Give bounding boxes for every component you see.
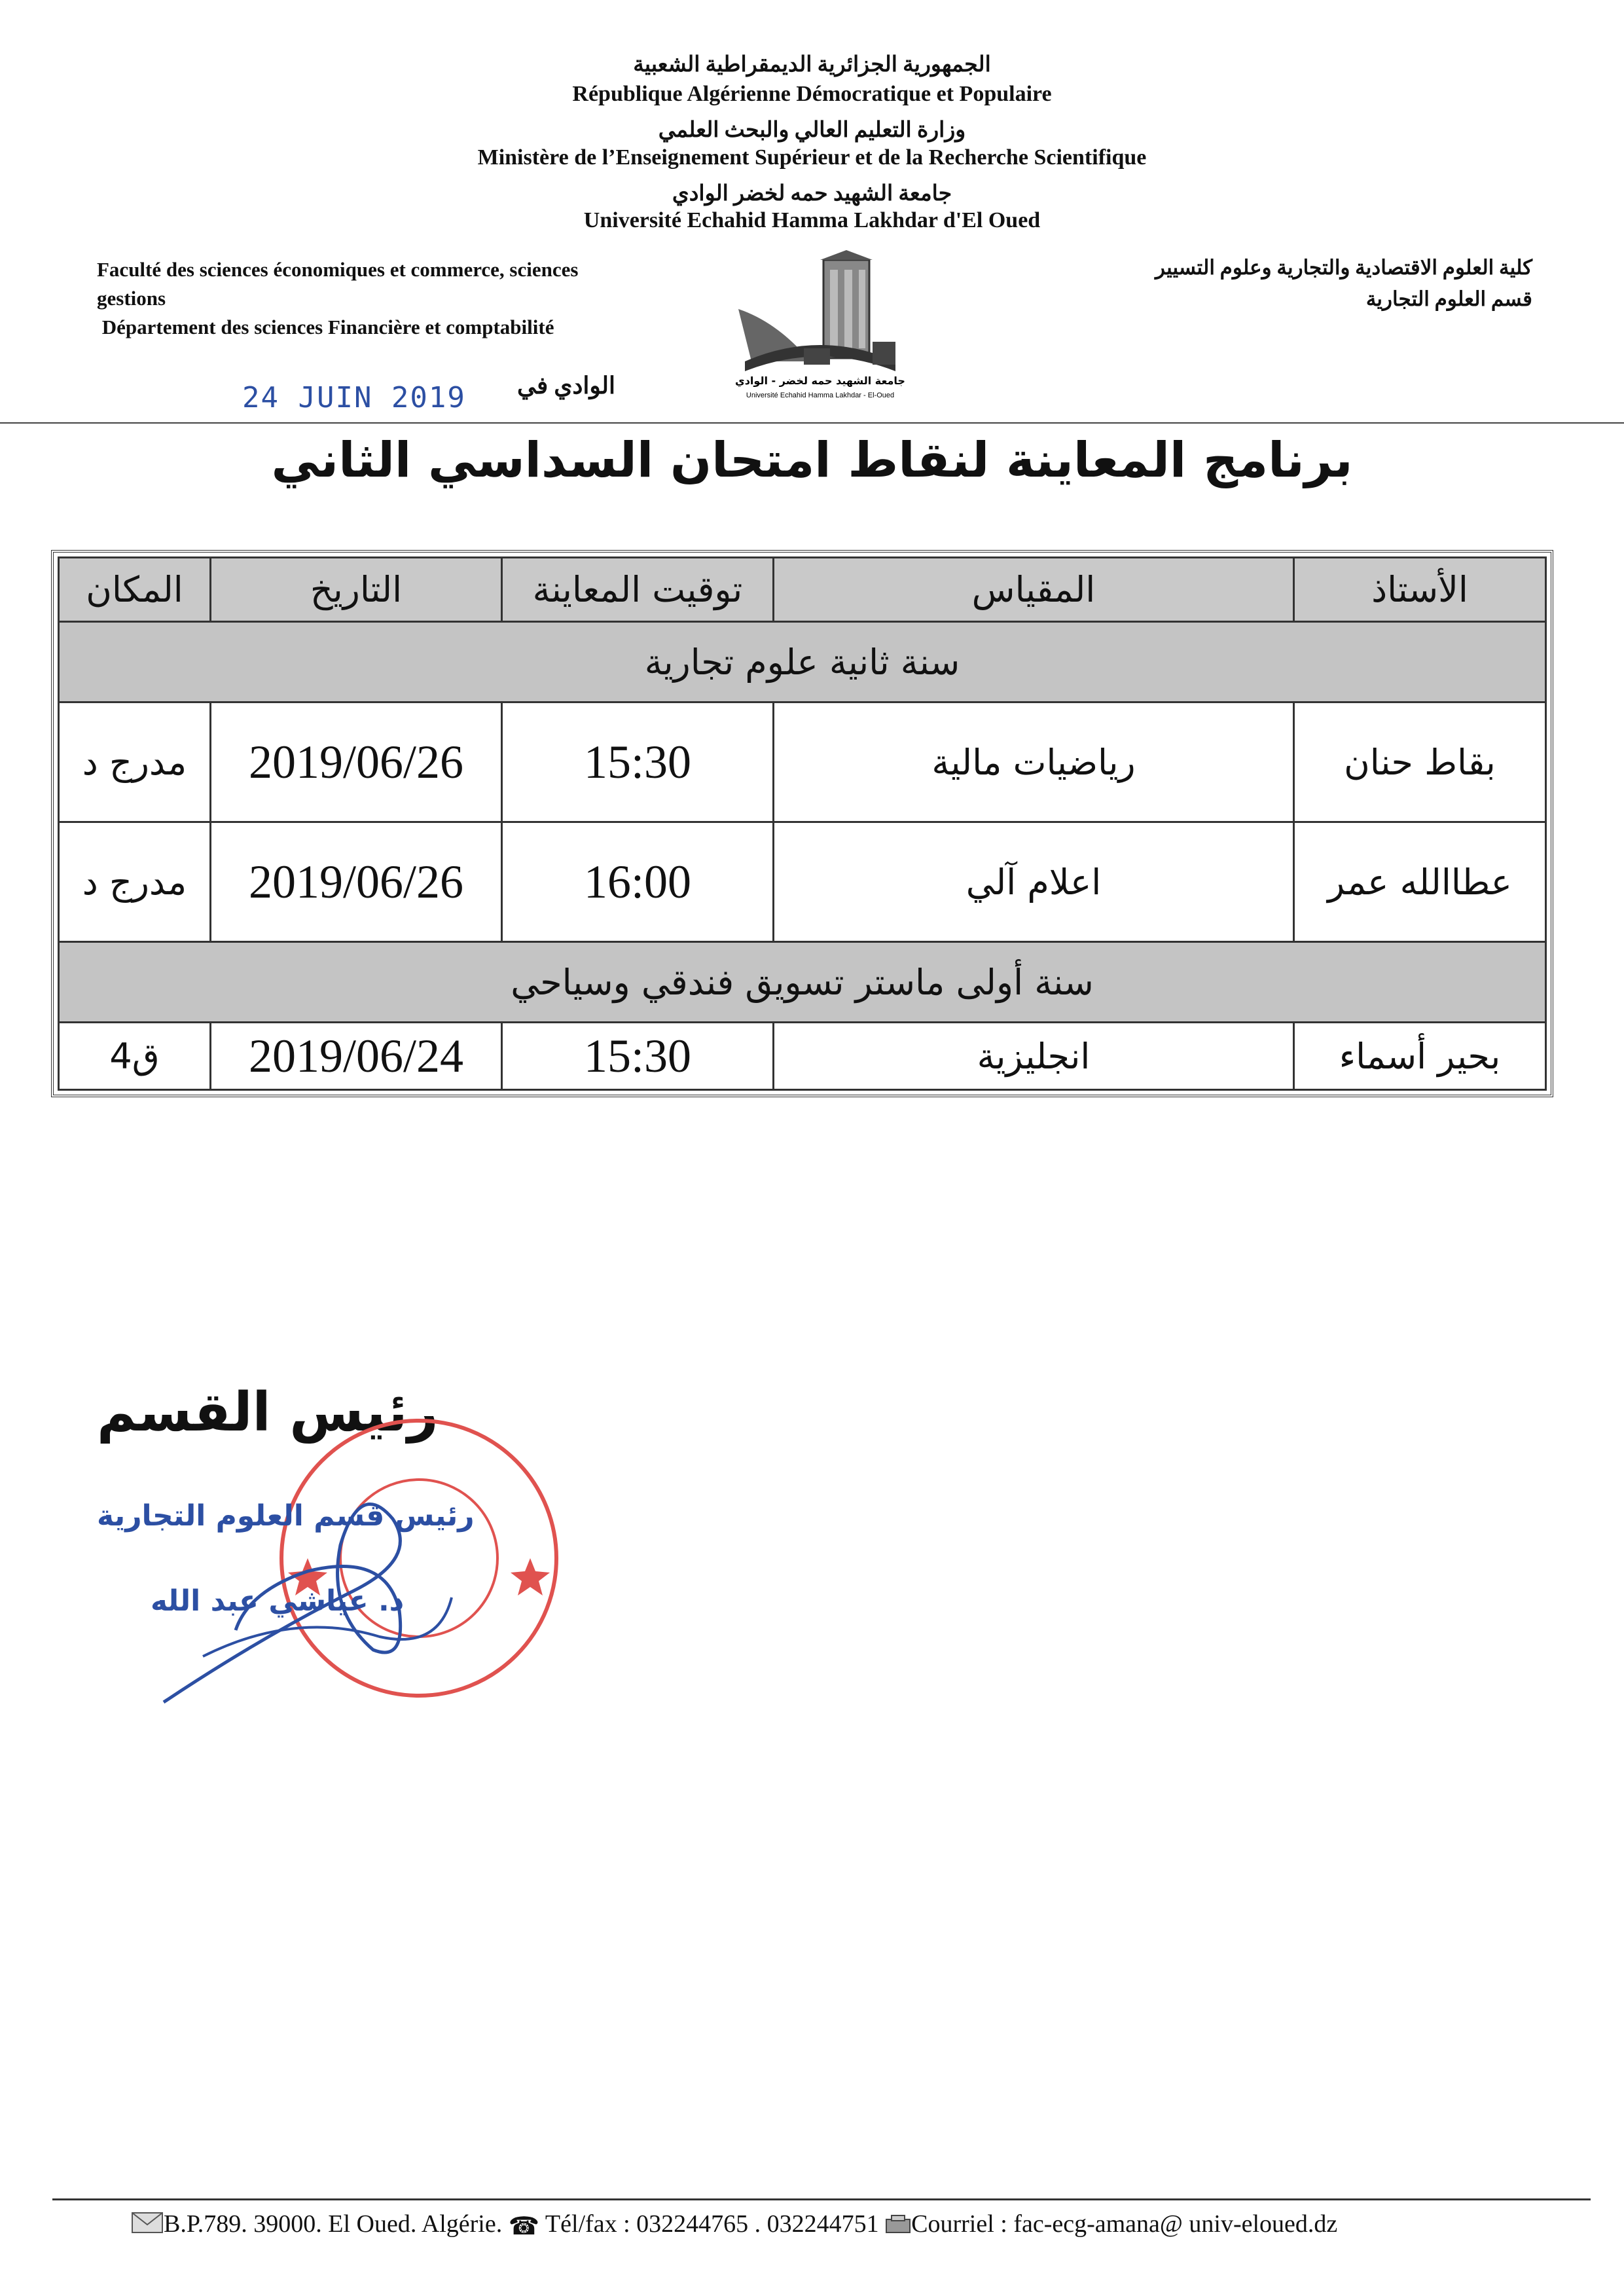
university-logo-icon <box>725 250 915 407</box>
cell-place: مدرج د <box>59 702 211 822</box>
section-label: سنة أولى ماستر تسويق فندقي وسياحي <box>59 942 1546 1023</box>
ministry-ar: وزارة التعليم العالي والبحث العلمي <box>658 118 966 142</box>
cell-module: اعلام آلي <box>774 822 1294 942</box>
cell-professor: عطاالله عمر <box>1294 822 1546 942</box>
cell-place: مدرج د <box>59 822 211 942</box>
col-header-professor: الأستاذ <box>1294 558 1546 622</box>
faculty-fr-line2: gestions <box>97 287 166 310</box>
section-row <box>59 622 1546 702</box>
col-header-place: المكان <box>59 558 211 622</box>
stamp-line-1: رئيس قسم العلوم التجارية <box>97 1499 475 1533</box>
date-stamp: 24 JUIN 2019 <box>242 381 466 414</box>
table-header-row <box>59 558 1546 622</box>
cell-date: 2019/06/26 <box>211 702 502 822</box>
university-logo <box>725 250 915 407</box>
place-label: الوادي في <box>517 373 615 399</box>
section-label: سنة ثانية علوم تجارية <box>59 622 1546 702</box>
stamp-line-2: د. عياشي عبد الله <box>151 1584 405 1618</box>
cell-date: 2019/06/26 <box>211 822 502 942</box>
footer-email: Courriel : fac-ecg-amana@ univ-eloued.dz <box>911 2210 1338 2238</box>
cell-time: 15:30 <box>502 1023 774 1090</box>
cell-date: 2019/06/24 <box>211 1023 502 1090</box>
cell-place: ق4 <box>59 1023 211 1090</box>
signature-title: رئيس القسم <box>97 1381 439 1444</box>
cell-time: 16:00 <box>502 822 774 942</box>
cell-professor: بحير أسماء <box>1294 1023 1546 1090</box>
faculty-block-fr <box>97 255 758 342</box>
page-title: برنامج المعاينة لنقاط امتحان السداسي الثاني <box>271 432 1353 488</box>
footer-phone: Tél/fax : 032244765 . 032244751 <box>539 2210 879 2238</box>
cell-module: رياضيات مالية <box>774 702 1294 822</box>
cell-module: انجليزية <box>774 1023 1294 1090</box>
header-divider <box>0 422 1624 424</box>
phone-icon: ☎ <box>508 2212 540 2241</box>
logo-caption-ar: جامعة الشهيد حمه لخضر - الوادي <box>735 374 905 387</box>
department-fr: Département des sciences Financière et comptabilité <box>97 316 554 338</box>
table-row <box>59 1023 1546 1090</box>
footer <box>131 2210 1337 2240</box>
university-ar: جامعة الشهيد حمه لخضر الوادي <box>672 182 952 206</box>
cell-professor: بقاط حنان <box>1294 702 1546 822</box>
col-header-date: التاريخ <box>211 558 502 622</box>
logo-caption-fr: Université Echahid Hamma Lakhdar - El-Oued <box>746 392 895 399</box>
faculty-block-ar <box>1074 252 1532 315</box>
footer-address: B.P.789. 39000. El Oued. Algérie. <box>164 2210 503 2238</box>
handwritten-signature <box>144 1440 484 1715</box>
col-header-module: المقياس <box>774 558 1294 622</box>
faculty-ar: كلية العلوم الاقتصادية والتجارية وعلوم التسيير <box>1155 256 1532 279</box>
section-row <box>59 942 1546 1023</box>
footer-divider <box>52 2198 1591 2200</box>
schedule-table <box>58 556 1547 1091</box>
signature-icon <box>144 1440 484 1715</box>
department-ar: قسم العلوم التجارية <box>1365 287 1532 310</box>
faculty-fr-line1: Faculté des sciences économiques et commerce, sciences <box>97 258 579 281</box>
republic-fr: République Algérienne Démocratique et Populaire <box>572 82 1052 106</box>
col-header-time: توقيت المعاينة <box>502 558 774 622</box>
ministry-fr: Ministère de l’Enseignement Supérieur et de la Recherche Scientifique <box>477 145 1147 170</box>
republic-ar: الجمهورية الجزائرية الديمقراطية الشعبية <box>633 53 991 77</box>
table-row <box>59 822 1546 942</box>
fax-icon <box>885 2212 911 2240</box>
university-fr: Université Echahid Hamma Lakhdar d'El Oued <box>583 208 1041 232</box>
cell-time: 15:30 <box>502 702 774 822</box>
envelope-icon <box>131 2212 164 2240</box>
table-row <box>59 702 1546 822</box>
